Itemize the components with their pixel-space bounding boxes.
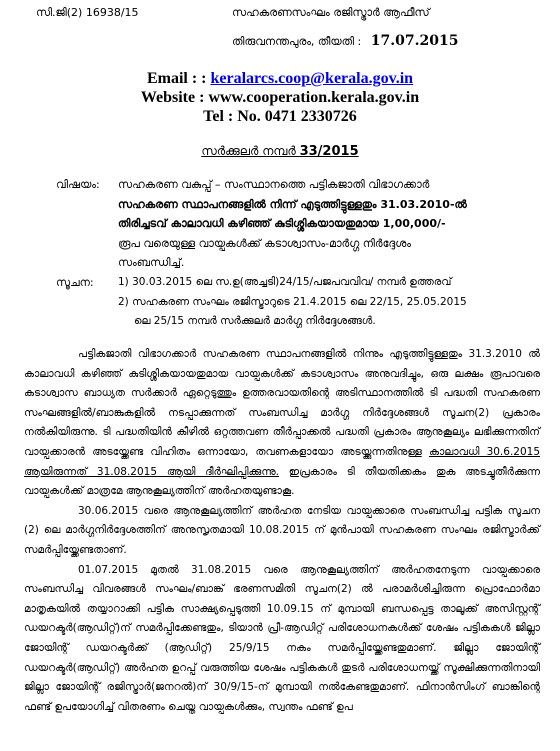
place-date [232, 33, 458, 49]
circular-label: സർക്കുലർ നമ്പർ 33/2015 [201, 144, 359, 159]
paragraph-1: പട്ടികജാതി വിഭാഗക്കാർ സഹകരണ സ്ഥാപനങ്ങളിൽ നിന്നും എടുത്തിട്ടുള്ളതും 31.3.2010 ൽ കാലാവധി കഴിഞ്ഞ് കുടിശ്ശികയായതുമായ വായ്പകൾക്ക് കടാശ്വാസം അനുവദിച്ചും, ഒരു ലക്ഷം രൂപാവരെ കടാശ്വാസ ബാധ്യത സർക്കാർ ഏറ്റെടുത്തും ഉത്തരവായതിന്റെ അടിസ്ഥാനത്തിൽ ടി പദ്ധതി സഹകരണ സംഘങ്ങളിൽ/ബാങ്കുകളിൽ നടപ്പാക്കുന്നത് സംബന്ധിച്ച മാർഗ്ഗ നിർദ്ദേശങ്ങൾ സൂചന(2) പ്രകാരം നൽകിയിരുന്നു. ടി പദ്ധതിയിൻ കീഴിൽ ഒറ്റത്തവണ തീർപ്പാക്കൽ പദ്ധതി പ്രകാരം ആനുകൂല്യം ലഭിക്കുന്നതിന് വായ്പക്കാരൻ അടയ്ക്കേണ്ട വിഹിതം ഒന്നായോ, തവണകളായോ അടയ്ക്കുന്നതിനുള്ള കാലാവധി 30.6.2015 ആയിരുന്നത് 31.08.2015 ആയി ദീർഘിപ്പിക്കുന്നു. ഇപ്രകാരം ടി തീയതിക്കകം തുക അടച്ചുതീർക്കുന്ന വായ്പകൾക്ക് മാത്രമേ ആനുകൂല്യത്തിന് അർഹതയുണ്ടാകൂ. [24, 348, 541, 498]
paragraph-3: 01.07.2015 മുതൽ 31.08.2015 വരെ ആനുകൂല്യത്തിന് അർഹതനേടുന്ന വായ്പക്കാരെ സംബന്ധിച്ച വിവരങ്ങൾ സംഘം/ബാങ്ക് ഭരണസമിതി സൂചന(2) ൽ പരാമർശിച്ചിരുന്ന പ്രൊഫോർമാ മാതൃകയിൽ തയ്യാറാക്കി പട്ടിക സാക്ഷ്യപ്പെടുത്തി 10.09.15 ന് മുമ്പായി ബന്ധപ്പെട്ട താലൂക്ക് അസിസ്റ്റന്റ് ഡയറക്ടർ(ആഡിറ്റ്)ന് സമർപ്പിക്കേണ്ടതും, ടിയാൻ പ്രീ-ആഡിറ്റ് പരിശോധനകൾക്ക് ശേഷം പട്ടികകൾ ജില്ലാ ജോയിന്റ് ഡയറക്ടർക്ക് (ആഡിറ്റ്) 25/9/15 നകം സമർപ്പിയ്ക്കേണ്ടതുമാണ്. ജില്ലാ ജോയിന്റ് ഡയറക്ടർ(ആഡിറ്റ്) അർഹത ഉറപ്പ് വരുത്തിയ ശേഷം പട്ടികകൾ തുടർ പരിശോധനയ്ക്ക് സൂക്ഷിക്കുന്നതിനായി ജില്ലാ ജോയിന്റ് രജിസ്ട്രാർ(ജനറൽ)ന് 30/9/15-ന് മുമ്പായി നൽകേണ്ടതുമാണ്. ഫിനാൻസിംഗ് ബാങ്കിന്റെ ഫണ്ട് ഉപയോഗിച്ച് വിതരണം ചെയ്ത വായ്പകൾക്കും, സ്വന്തം ഫണ്ട് ഉപ [24, 563, 540, 713]
reference-item: 2) സഹകരണ സംഘം രജിസ്ട്രാറുടെ 21.4.2015 ലെ 22/15, 25.05.2015 [118, 295, 467, 308]
circular-title [0, 144, 560, 159]
email-line [0, 70, 560, 88]
email-label: Email : : [146, 70, 207, 87]
subject-line: സഹകരണ വകുപ്പ് – സംസ്ഥാനത്തെ പട്ടികജാതി വിഭാഗക്കാർ [118, 178, 430, 191]
reference-item: ലെ 25/15 നമ്പർ സർക്കുലർ മാർഗ്ഗ നിർദ്ദേശങ്ങൾ. [134, 315, 376, 327]
subject-line: തിരിച്ചടവ് കാലാവധി കഴിഞ്ഞ് കുടിശ്ശികയായതുമായ 1,00,000/- [118, 217, 446, 230]
subject-line: സഹകരണ സ്ഥാപനങ്ങളിൽ നിന്ന് എടുത്തിട്ടുള്ളതും 31.03.2010-ൽ [118, 197, 467, 211]
subject-line: രൂപ വരെയുള്ള വായ്പകൾക്ക് കടാശ്വാസം-മാർഗ്ഗ നിർദ്ദേശം [118, 236, 411, 250]
paragraph-2: 30.06.2015 വരെ ആനുകൂല്യത്തിന് അർഹത നേടിയ വായ്പക്കാരെ സംബന്ധിച്ച പട്ടിക സൂചന (2) ലെ മാർഗ്ഗനിർദ്ദേശത്തിന് അനുസൃതമായി 10.08.2015 ന് മുൻപായി സഹകരണ സംഘം രജിസ്ട്രാർക്ക് സമർപ്പിയ്ക്കേണ്ടതാണ്. [24, 504, 540, 556]
office-name: സഹകരണസംഘം രജിസ്ട്രാർ ആഫീസ് [232, 6, 430, 19]
website-line: Website : www.cooperation.kerala.gov.in [140, 89, 420, 106]
file-number: സി.ജി(2) 16938/15 [36, 6, 139, 19]
subject-text [118, 175, 530, 273]
circular-number: 33/2015 [299, 144, 359, 159]
reference-item: 1) 30.03.2015 ലെ സ.ഉ(അച്ചടി)24/15/പജപവവിവ/ നമ്പർ ഉത്തരവ് [118, 276, 452, 288]
extension-notice: കാലാവധി 30.6.2015 ആയിരുന്നത് 31.08.2015 ആയി ദീർഘിപ്പിക്കുന്നു. [24, 445, 541, 478]
place-date-label: തിരുവനന്തപുരം, തീയതി : [232, 35, 362, 48]
body-text [24, 345, 540, 717]
email-link[interactable]: keralarcs.coop@kerala.gov.in [210, 70, 414, 87]
issue-date: 17.07.2015 [370, 33, 459, 49]
subject-line: സംബന്ധിച്ച്. [118, 256, 185, 269]
reference-list [118, 273, 538, 332]
subject-label: വിഷയം: [56, 178, 100, 191]
reference-label: സൂചന: [56, 276, 94, 289]
telephone-line: Tel : No. 0471 2330726 [203, 108, 357, 125]
